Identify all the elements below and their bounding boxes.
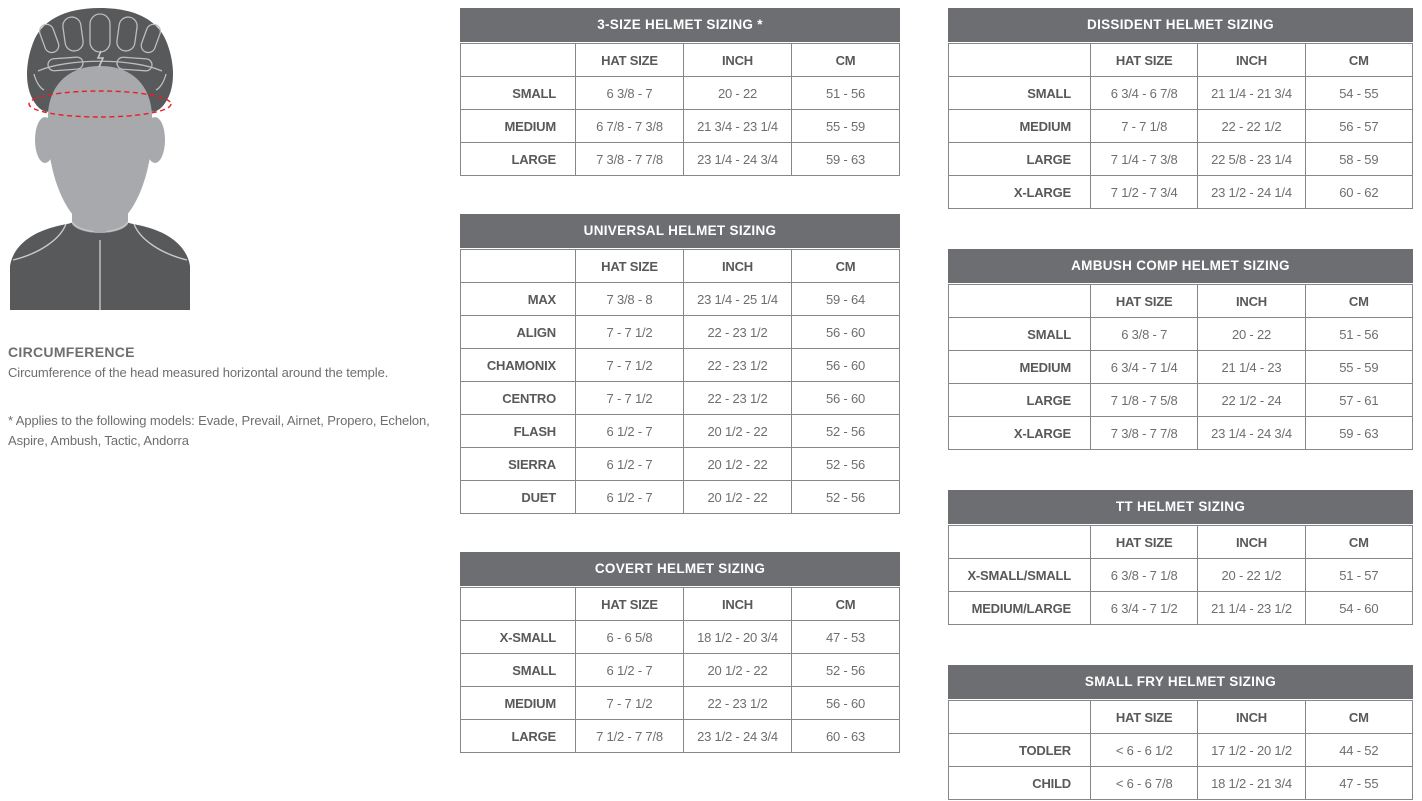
cell-value: 23 1/2 - 24 1/4 [1198, 176, 1305, 209]
table-title-small-fry: SMALL FRY HELMET SIZING [948, 665, 1413, 699]
cell-value: 44 - 52 [1305, 734, 1412, 767]
column-header: HAT SIZE [576, 44, 684, 77]
header-row [461, 250, 900, 283]
label-column-header [461, 44, 576, 77]
row-label: TODLER [949, 734, 1091, 767]
column-header: HAT SIZE [576, 588, 684, 621]
table-row [949, 417, 1413, 450]
table-title-ambush-comp: AMBUSH COMP HELMET SIZING [948, 249, 1413, 283]
table-title-tt: TT HELMET SIZING [948, 490, 1413, 524]
table-row [461, 415, 900, 448]
cell-value: 22 - 23 1/2 [684, 349, 792, 382]
cell-value: 60 - 62 [1305, 176, 1412, 209]
cell-value: 51 - 56 [1305, 318, 1412, 351]
asterisk-models-note: * Applies to the following models: Evade, Prevail, Airnet, Propero, Echelon, Aspire, Ambush, Tactic, Andorra [8, 413, 430, 448]
column-header: HAT SIZE [1091, 285, 1198, 318]
row-label: X-SMALL [461, 621, 576, 654]
cell-value: 22 5/8 - 23 1/4 [1198, 143, 1305, 176]
cell-value: 56 - 60 [792, 382, 900, 415]
row-label: DUET [461, 481, 576, 514]
column-header: INCH [1198, 285, 1305, 318]
sizing-table-3-size [460, 8, 900, 176]
table-universal [460, 249, 900, 514]
label-column-header [461, 250, 576, 283]
label-column-header [949, 44, 1091, 77]
column-header: HAT SIZE [576, 250, 684, 283]
cell-value: 22 1/2 - 24 [1198, 384, 1305, 417]
sizing-table-dissident [948, 8, 1413, 209]
row-label: CHILD [949, 767, 1091, 800]
cell-value: 7 1/8 - 7 5/8 [1091, 384, 1198, 417]
cell-value: 6 3/4 - 7 1/2 [1091, 592, 1198, 625]
column-header: HAT SIZE [1091, 701, 1198, 734]
column-header: HAT SIZE [1091, 44, 1198, 77]
cell-value: 59 - 63 [792, 143, 900, 176]
cell-value: 23 1/4 - 24 3/4 [684, 143, 792, 176]
column-header: INCH [1198, 44, 1305, 77]
cell-value: 7 1/4 - 7 3/8 [1091, 143, 1198, 176]
row-label: SMALL [461, 77, 576, 110]
row-label: CHAMONIX [461, 349, 576, 382]
cell-value: 21 1/4 - 21 3/4 [1198, 77, 1305, 110]
cell-value: 22 - 23 1/2 [684, 687, 792, 720]
table-row [949, 110, 1413, 143]
circumference-heading: CIRCUMFERENCE [8, 344, 135, 360]
row-label: MEDIUM [949, 351, 1091, 384]
cell-value: 56 - 57 [1305, 110, 1412, 143]
cell-value: 7 3/8 - 8 [576, 283, 684, 316]
cell-value: 51 - 56 [792, 77, 900, 110]
cell-value: 6 7/8 - 7 3/8 [576, 110, 684, 143]
table-row [461, 143, 900, 176]
cell-value: 55 - 59 [1305, 351, 1412, 384]
sizing-table-small-fry [948, 665, 1413, 800]
cell-value: 6 1/2 - 7 [576, 481, 684, 514]
table-title-3-size: 3-SIZE HELMET SIZING * [460, 8, 900, 42]
table-row [461, 316, 900, 349]
cell-value: 6 3/4 - 6 7/8 [1091, 77, 1198, 110]
table-3-size [460, 43, 900, 176]
cell-value: 6 1/2 - 7 [576, 654, 684, 687]
cell-value: 20 - 22 [1198, 318, 1305, 351]
cell-value: 23 1/4 - 24 3/4 [1198, 417, 1305, 450]
cell-value: 6 1/2 - 7 [576, 448, 684, 481]
table-row [461, 283, 900, 316]
sizing-table-tt [948, 490, 1413, 625]
row-label: X-SMALL/SMALL [949, 559, 1091, 592]
column-header: INCH [684, 44, 792, 77]
sizing-table-universal [460, 214, 900, 514]
header-row [461, 44, 900, 77]
row-label: SMALL [949, 318, 1091, 351]
header-row [949, 701, 1413, 734]
sizing-table-covert [460, 552, 900, 753]
table-ambush-comp [948, 284, 1413, 450]
column-header: INCH [1198, 701, 1305, 734]
row-label: FLASH [461, 415, 576, 448]
header-row [949, 526, 1413, 559]
table-row [949, 77, 1413, 110]
column-header: CM [1305, 701, 1412, 734]
table-small-fry [948, 700, 1413, 800]
cell-value: < 6 - 6 1/2 [1091, 734, 1198, 767]
column-header: HAT SIZE [1091, 526, 1198, 559]
left-panel [8, 8, 456, 450]
cell-value: 17 1/2 - 20 1/2 [1198, 734, 1305, 767]
cell-value: 6 3/4 - 7 1/4 [1091, 351, 1198, 384]
table-title-covert: COVERT HELMET SIZING [460, 552, 900, 586]
cell-value: 22 - 23 1/2 [684, 316, 792, 349]
cell-value: 6 3/8 - 7 1/8 [1091, 559, 1198, 592]
head-helmet-illustration-svg [8, 8, 193, 310]
cell-value: 7 3/8 - 7 7/8 [576, 143, 684, 176]
table-tt [948, 525, 1413, 625]
row-label: ALIGN [461, 316, 576, 349]
row-label: SMALL [461, 654, 576, 687]
column-header: CM [1305, 44, 1412, 77]
table-row [461, 110, 900, 143]
cell-value: 6 - 6 5/8 [576, 621, 684, 654]
table-row [461, 448, 900, 481]
table-row [461, 382, 900, 415]
table-row [949, 318, 1413, 351]
cell-value: 56 - 60 [792, 349, 900, 382]
cell-value: 7 - 7 1/2 [576, 687, 684, 720]
table-dissident [948, 43, 1413, 209]
table-row [949, 351, 1413, 384]
table-covert [460, 587, 900, 753]
cell-value: 47 - 55 [1305, 767, 1412, 800]
cell-value: 6 3/8 - 7 [1091, 318, 1198, 351]
label-column-header [949, 526, 1091, 559]
cell-value: 52 - 56 [792, 448, 900, 481]
cell-value: 59 - 64 [792, 283, 900, 316]
table-row [461, 349, 900, 382]
label-column-header [949, 701, 1091, 734]
cell-value: 6 3/8 - 7 [576, 77, 684, 110]
column-header: CM [792, 44, 900, 77]
cell-value: 7 - 7 1/2 [576, 382, 684, 415]
cell-value: 7 1/2 - 7 7/8 [576, 720, 684, 753]
table-row [949, 592, 1413, 625]
cell-value: 52 - 56 [792, 481, 900, 514]
cell-value: 23 1/4 - 25 1/4 [684, 283, 792, 316]
sizing-table-ambush-comp [948, 249, 1413, 450]
cell-value: 20 - 22 [684, 77, 792, 110]
table-row [461, 720, 900, 753]
cell-value: < 6 - 6 7/8 [1091, 767, 1198, 800]
row-label: LARGE [949, 143, 1091, 176]
table-row [949, 767, 1413, 800]
cell-value: 18 1/2 - 20 3/4 [684, 621, 792, 654]
cell-value: 18 1/2 - 21 3/4 [1198, 767, 1305, 800]
cell-value: 57 - 61 [1305, 384, 1412, 417]
cell-value: 60 - 63 [792, 720, 900, 753]
table-row [461, 687, 900, 720]
column-header: CM [1305, 285, 1412, 318]
cell-value: 52 - 56 [792, 654, 900, 687]
row-label: CENTRO [461, 382, 576, 415]
row-label: LARGE [949, 384, 1091, 417]
table-row [949, 734, 1413, 767]
column-header: INCH [1198, 526, 1305, 559]
cell-value: 54 - 60 [1305, 592, 1412, 625]
right-column [948, 8, 1413, 800]
column-header: INCH [684, 588, 792, 621]
row-label: X-LARGE [949, 417, 1091, 450]
row-label: SIERRA [461, 448, 576, 481]
row-label: MEDIUM [949, 110, 1091, 143]
cell-value: 7 3/8 - 7 7/8 [1091, 417, 1198, 450]
circumference-description: Circumference of the head measured horizontal around the temple. [8, 365, 389, 380]
cell-value: 21 1/4 - 23 [1198, 351, 1305, 384]
row-label: LARGE [461, 720, 576, 753]
column-header: INCH [684, 250, 792, 283]
column-header: CM [792, 250, 900, 283]
label-column-header [461, 588, 576, 621]
cell-value: 21 1/4 - 23 1/2 [1198, 592, 1305, 625]
cell-value: 6 1/2 - 7 [576, 415, 684, 448]
table-row [461, 654, 900, 687]
cell-value: 7 - 7 1/8 [1091, 110, 1198, 143]
cell-value: 22 - 22 1/2 [1198, 110, 1305, 143]
row-label: MEDIUM [461, 687, 576, 720]
cell-value: 59 - 63 [1305, 417, 1412, 450]
table-row [461, 77, 900, 110]
cell-value: 47 - 53 [792, 621, 900, 654]
cell-value: 20 1/2 - 22 [684, 448, 792, 481]
table-row [461, 621, 900, 654]
header-row [949, 285, 1413, 318]
cell-value: 56 - 60 [792, 316, 900, 349]
cell-value: 54 - 55 [1305, 77, 1412, 110]
table-title-dissident: DISSIDENT HELMET SIZING [948, 8, 1413, 42]
cell-value: 22 - 23 1/2 [684, 382, 792, 415]
cell-value: 20 - 22 1/2 [1198, 559, 1305, 592]
cell-value: 21 3/4 - 23 1/4 [684, 110, 792, 143]
cell-value: 52 - 56 [792, 415, 900, 448]
row-label: MAX [461, 283, 576, 316]
cell-value: 55 - 59 [792, 110, 900, 143]
table-row [949, 384, 1413, 417]
header-row [949, 44, 1413, 77]
middle-column [460, 8, 900, 753]
cell-value: 58 - 59 [1305, 143, 1412, 176]
cell-value: 56 - 60 [792, 687, 900, 720]
cell-value: 23 1/2 - 24 3/4 [684, 720, 792, 753]
table-row [461, 481, 900, 514]
cell-value: 20 1/2 - 22 [684, 481, 792, 514]
header-row [461, 588, 900, 621]
cell-value: 7 - 7 1/2 [576, 316, 684, 349]
cell-value: 20 1/2 - 22 [684, 415, 792, 448]
column-header: CM [1305, 526, 1412, 559]
head-helmet-illustration [8, 8, 193, 310]
row-label: MEDIUM [461, 110, 576, 143]
table-row [949, 143, 1413, 176]
row-label: LARGE [461, 143, 576, 176]
table-row [949, 559, 1413, 592]
table-row [949, 176, 1413, 209]
cell-value: 7 1/2 - 7 3/4 [1091, 176, 1198, 209]
row-label: SMALL [949, 77, 1091, 110]
label-column-header [949, 285, 1091, 318]
row-label: X-LARGE [949, 176, 1091, 209]
table-title-universal: UNIVERSAL HELMET SIZING [460, 214, 900, 248]
cell-value: 20 1/2 - 22 [684, 654, 792, 687]
cell-value: 51 - 57 [1305, 559, 1412, 592]
column-header: CM [792, 588, 900, 621]
cell-value: 7 - 7 1/2 [576, 349, 684, 382]
row-label: MEDIUM/LARGE [949, 592, 1091, 625]
